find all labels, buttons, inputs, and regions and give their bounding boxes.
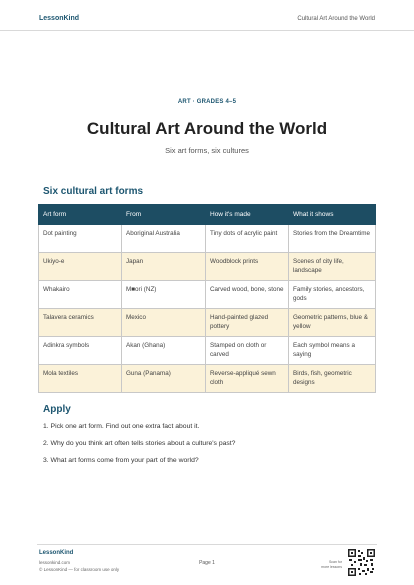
table-cell: Stamped on cloth or carved xyxy=(206,337,289,365)
table-header-row xyxy=(39,205,376,225)
table-cell: Dot painting xyxy=(39,225,122,253)
table-cell: Birds, fish, geometric designs xyxy=(289,365,376,393)
scan-caption xyxy=(312,560,342,569)
table-cell: Aboriginal Australia xyxy=(122,225,206,253)
scan-caption-line: more lessons xyxy=(321,564,342,569)
table-row xyxy=(39,337,376,365)
page-title: Cultural Art Around the World xyxy=(86,119,328,138)
page-number: Page 1 xyxy=(199,560,215,566)
column-header-what-shows: What it shows xyxy=(289,205,376,225)
list-item: 3. What art forms come from your part of the world? xyxy=(43,457,199,464)
table-row xyxy=(39,225,376,253)
column-header-from: From xyxy=(122,205,206,225)
table-cell: Japan xyxy=(122,253,206,281)
page-subtitle: Six art forms, six cultures xyxy=(165,146,249,155)
table-cell: Mexico xyxy=(122,309,206,337)
column-header-art-form: Art form xyxy=(39,205,122,225)
art-forms-table xyxy=(38,204,376,393)
column-header-how-made: How it's made xyxy=(206,205,289,225)
table-cell: Family stories, ancestors, gods xyxy=(289,281,376,309)
table-cell: Geometric patterns, blue & yellow xyxy=(289,309,376,337)
table-cell: Stories from the Dreamtime xyxy=(289,225,376,253)
table-cell: Each symbol means a saying xyxy=(289,337,376,365)
table-cell: Ukiyo-e xyxy=(39,253,122,281)
table-cell: Whakairo xyxy=(39,281,122,309)
top-bar xyxy=(0,0,414,31)
scan-caption-line: Scan for xyxy=(328,560,342,564)
table-cell: Tiny dots of acrylic paint xyxy=(206,225,289,253)
table-row xyxy=(39,309,376,337)
table-cell: Guna (Panama) xyxy=(122,365,206,393)
footer-copyright: © LessonKind — for classroom use only xyxy=(39,567,120,572)
table-cell: Scenes of city life, landscape xyxy=(289,253,376,281)
forms-section-heading: Six cultural art forms xyxy=(43,186,144,197)
footer-divider xyxy=(37,544,377,545)
table-cell: Talavera ceramics xyxy=(39,309,122,337)
header-doc-title: Cultural Art Around the World xyxy=(297,16,375,22)
table-cell: Carved wood, bone, stone xyxy=(206,281,289,309)
table-cell: Akan (Ghana) xyxy=(122,337,206,365)
table-cell: Mola textiles xyxy=(39,365,122,393)
brand-logo-text[interactable]: LessonKind xyxy=(39,15,80,22)
table-row xyxy=(39,281,376,309)
table-cell: Reverse-appliqué sewn cloth xyxy=(206,365,289,393)
table-cell: Adinkra symbols xyxy=(39,337,122,365)
table-cell: Woodblock prints xyxy=(206,253,289,281)
qr-code-icon[interactable] xyxy=(348,549,375,576)
list-item: 2. Why do you think art often tells stories about a culture's past? xyxy=(43,440,236,447)
table-cell: Hand-painted glazed pottery xyxy=(206,309,289,337)
footer-brand: LessonKind xyxy=(39,550,74,556)
list-item: 1. Pick one art form. Find out one extra fact about it. xyxy=(43,423,200,430)
apply-section-heading: Apply xyxy=(43,404,71,415)
table-cell: M■ori (NZ) xyxy=(122,281,206,309)
subject-grade-label: ART · GRADES 4–5 xyxy=(177,99,237,105)
table-row xyxy=(39,365,376,393)
table-row xyxy=(39,253,376,281)
footer-site-link[interactable]: lessonkind.com xyxy=(39,560,71,565)
apply-questions-list xyxy=(43,423,235,474)
